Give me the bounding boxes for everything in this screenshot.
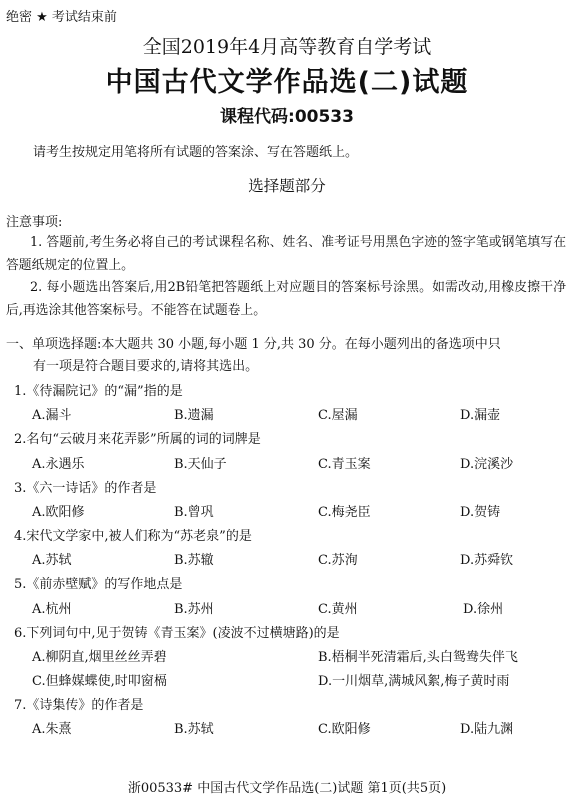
exam-title: 全国2019年4月高等教育自学考试 [142,36,432,58]
q5-option-d: D.徐州 [463,602,504,617]
question-7: 7.《诗集传》的作者是 [14,698,144,713]
question-3: 3.《六一诗话》的作者是 [14,481,157,496]
notice-item-2: 2. 每小题选出答案后,用2B铅笔把答题纸上对应题目的答案标号涂黑。如需改动,用橡皮擦干净后,再选涂其他答案标号。不能答在试题卷上。 [6,280,566,318]
q2-option-a: A.永遇乐 [32,457,85,472]
paper-title: 中国古代文学作品选(二)试题 [105,67,469,98]
confidential-label: 绝密 ★ 考试结束前 [6,10,117,25]
q4-option-a: A.苏轼 [32,553,72,568]
q4-option-d: D.苏舜钦 [460,553,514,568]
question-6: 6.下列词句中,见于贺铸《青玉案》(凌波不过横塘路)的是 [14,626,340,641]
q2-option-b: B.天仙子 [174,457,227,472]
question-4: 4.宋代文学家中,被人们称为“苏老泉”的是 [14,529,252,544]
question-5: 5.《前赤壁赋》的写作地点是 [14,577,183,592]
q1-option-a: A.漏斗 [32,408,72,423]
q6-option-a: A.柳阴直,烟里丝丝弄碧 [32,650,167,665]
instruction: 请考生按规定用笔将所有试题的答案涂、写在答题纸上。 [33,145,359,160]
q7-option-b: B.苏轼 [174,722,214,737]
q6-option-c: C.但蜂媒蝶使,时叩窗槅 [32,674,167,689]
notice-title: 注意事项: [6,215,63,230]
q3-option-b: B.曾巩 [174,505,214,520]
question-2: 2.名句“云破月来花弄影”所属的词的词牌是 [14,432,261,447]
q2-option-c: C.青玉案 [318,457,371,472]
section-title: 选择题部分 [248,177,326,195]
page-footer: 浙00533# 中国古代文学作品选(二)试题 第1页(共5页) [127,781,447,796]
q5-option-a: A.杭州 [32,602,72,617]
q6-option-b: B.梧桐半死清霜后,头白鸳鸯失伴飞 [318,650,518,665]
q2-option-d: D.浣溪沙 [460,457,514,472]
notice-item-1: 1. 答题前,考生务必将自己的考试课程名称、姓名、准考证号用黑色字迹的签字笔或钢笔填写在答题纸规定的位置上。 [6,235,566,273]
part-heading-cont: 有一项是符合题目要求的,请将其选出。 [33,359,259,374]
q5-option-b: B.苏州 [174,602,214,617]
q1-option-b: B.遗漏 [174,408,214,423]
q5-option-c: C.黄州 [318,602,358,617]
course-code: 课程代码:00533 [220,107,354,127]
q1-option-d: D.漏壶 [460,408,501,423]
q1-option-c: C.屋漏 [318,408,358,423]
q7-option-d: D.陆九渊 [460,722,514,737]
q3-option-d: D.贺铸 [460,505,501,520]
q3-option-a: A.欧阳修 [32,505,85,520]
q4-option-c: C.苏洵 [318,553,358,568]
q4-option-b: B.苏辙 [174,553,214,568]
question-1: 1.《待漏院记》的“漏”指的是 [14,384,183,399]
q7-option-a: A.朱熹 [32,722,72,737]
q6-option-d: D.一川烟草,满城风絮,梅子黄时雨 [318,674,510,689]
q3-option-c: C.梅尧臣 [318,505,371,520]
q7-option-c: C.欧阳修 [318,722,371,737]
part-heading: 一、单项选择题:本大题共 30 小题,每小题 1 分,共 30 分。在每小题列出的备选项中只 [6,337,501,352]
